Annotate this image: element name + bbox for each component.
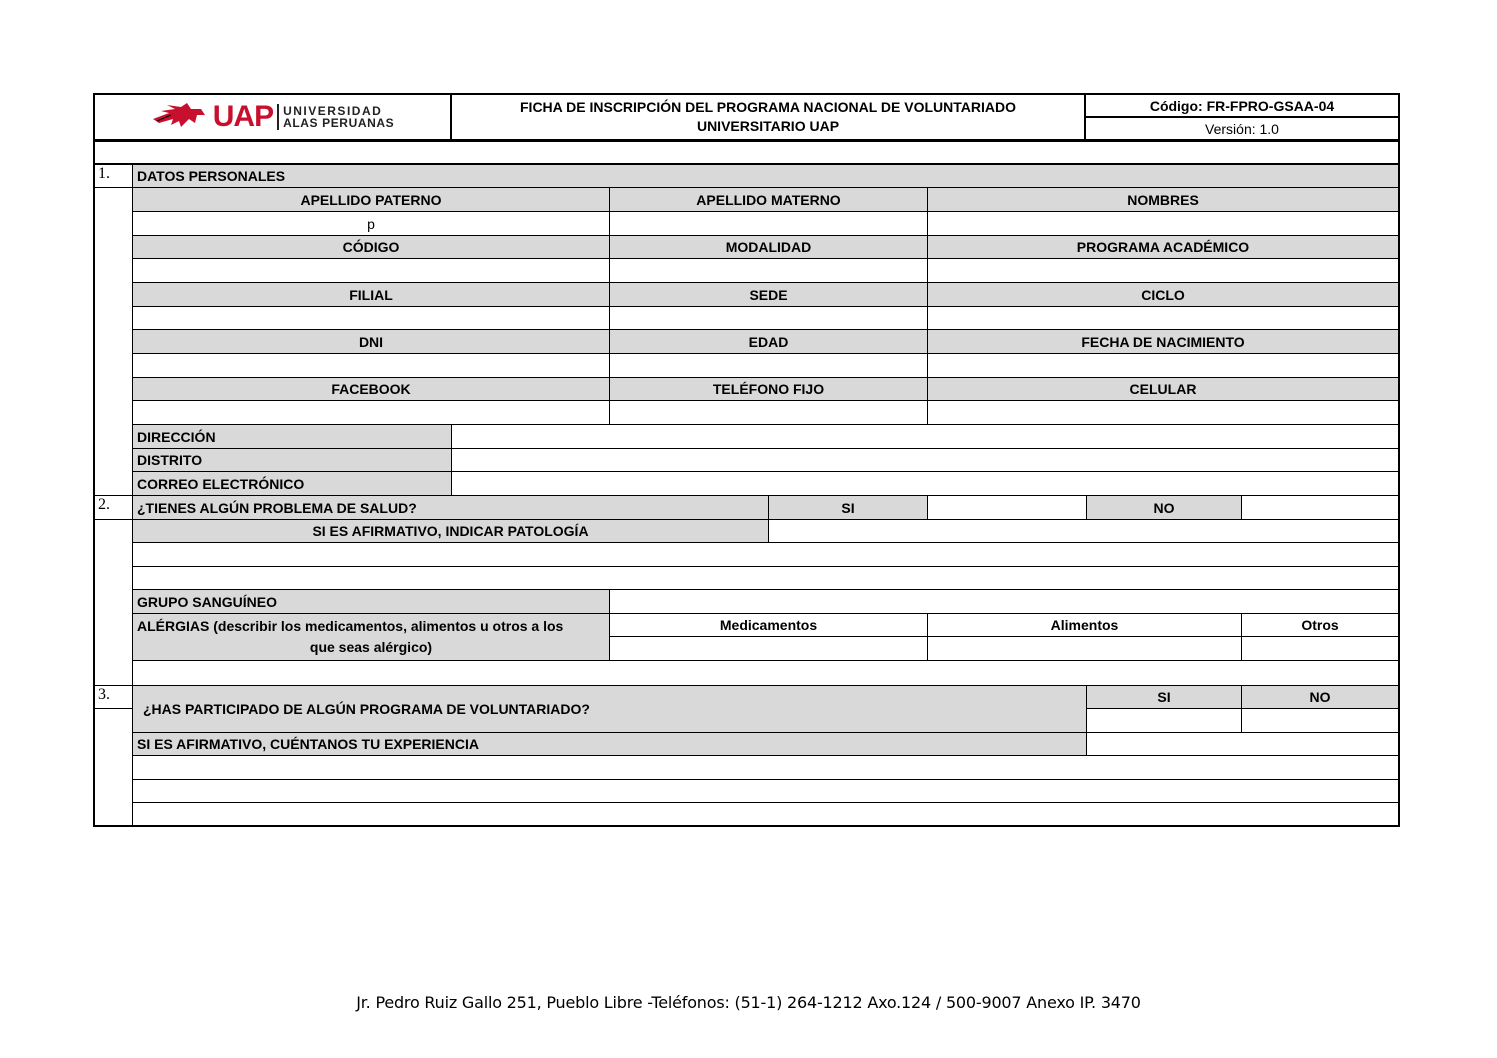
spacer-row — [93, 141, 1400, 164]
footer-address: Jr. Pedro Ruiz Gallo 251, Pueblo Libre -Teléfonos: (51-1) 264-1212 Axo.124 / 500-9007 Anexo IP. 3470 — [356, 993, 1141, 1012]
label-apellido-paterno: APELLIDO PATERNO — [132, 187, 610, 212]
label-sede: SEDE — [609, 282, 928, 307]
field-grupo-sanguineo[interactable] — [609, 589, 1400, 614]
label-grupo-sanguineo: GRUPO SANGUÍNEO — [132, 589, 610, 614]
label-experiencia: SI ES AFIRMATIVO, CUÉNTANOS TU EXPERIENCIA — [132, 732, 1087, 756]
field-modalidad[interactable] — [609, 258, 928, 283]
label-filial: FILIAL — [132, 282, 610, 307]
section-1-number: 1. — [93, 164, 133, 188]
form-version: Versión: 1.0 — [1084, 116, 1400, 141]
label-facebook: FACEBOOK — [132, 377, 610, 401]
field-facebook[interactable] — [132, 400, 610, 425]
section-1-title: DATOS PERSONALES — [132, 164, 1400, 188]
field-edad[interactable] — [609, 353, 928, 378]
section-2-margin — [93, 519, 133, 686]
section-3-margin — [93, 708, 133, 827]
field-ciclo[interactable] — [927, 306, 1400, 330]
label-distrito: DISTRITO — [132, 448, 452, 472]
section-3-question: ¿HAS PARTICIPADO DE ALGÚN PROGRAMA DE VOLUNTARIADO? — [132, 685, 1087, 733]
field-experiencia-line4[interactable] — [132, 802, 1400, 827]
label-otros: Otros — [1241, 613, 1400, 637]
field-correo[interactable] — [451, 471, 1400, 496]
logo-divider — [277, 104, 279, 130]
logo-text — [283, 105, 394, 129]
section-2-question: ¿TIENES ALGÚN PROBLEMA DE SALUD? — [132, 495, 769, 520]
field-celular[interactable] — [927, 400, 1400, 425]
field-programa-academico[interactable] — [927, 258, 1400, 283]
label-nombres: NOMBRES — [927, 187, 1400, 212]
label-alergias — [132, 613, 610, 661]
label-celular: CELULAR — [927, 377, 1400, 401]
checkbox-salud-no[interactable] — [1241, 495, 1400, 520]
form-code: Código: FR-FPRO-GSAA-04 — [1084, 93, 1400, 118]
section-1-margin — [93, 187, 133, 496]
label-voluntariado-si: SI — [1086, 685, 1242, 709]
section-2-number: 2. — [93, 495, 133, 520]
label-salud-no: NO — [1086, 495, 1242, 520]
field-dni[interactable] — [132, 353, 610, 378]
section-3-number: 3. — [93, 685, 133, 709]
field-apellido-paterno[interactable]: p — [132, 211, 610, 236]
section-2-spacer — [132, 660, 1400, 686]
label-ciclo: CICLO — [927, 282, 1400, 307]
field-alimentos[interactable] — [927, 636, 1242, 661]
checkbox-voluntariado-si[interactable] — [1086, 708, 1242, 733]
label-voluntariado-no: NO — [1241, 685, 1400, 709]
label-alergias-line2: que seas alérgico) — [309, 639, 433, 655]
label-correo: CORREO ELECTRÓNICO — [132, 471, 452, 496]
checkbox-salud-si[interactable] — [927, 495, 1087, 520]
field-distrito[interactable] — [451, 448, 1400, 472]
field-sede[interactable] — [609, 306, 928, 330]
field-otros[interactable] — [1241, 636, 1400, 661]
logo-mark: UAP — [212, 100, 274, 133]
label-patologia: SI ES AFIRMATIVO, INDICAR PATOLOGÍA — [132, 519, 769, 543]
field-patologia-line3[interactable] — [132, 566, 1400, 590]
field-patologia-line2[interactable] — [132, 542, 1400, 567]
field-experiencia-line2[interactable] — [132, 755, 1400, 780]
label-alimentos: Alimentos — [927, 613, 1242, 637]
field-filial[interactable] — [132, 306, 610, 330]
label-alergias-line1: ALÉRGIAS (describir los medicamentos, alimentos u otros a los — [137, 618, 564, 634]
label-medicamentos: Medicamentos — [609, 613, 928, 637]
label-salud-si: SI — [768, 495, 928, 520]
label-telefono-fijo: TELÉFONO FIJO — [609, 377, 928, 401]
field-fecha-nacimiento[interactable] — [927, 353, 1400, 378]
field-experiencia-line3[interactable] — [132, 779, 1400, 803]
field-nombres[interactable] — [927, 211, 1400, 236]
label-fecha-nacimiento: FECHA DE NACIMIENTO — [927, 329, 1400, 354]
checkbox-voluntariado-no[interactable] — [1241, 708, 1400, 733]
field-apellido-materno[interactable] — [609, 211, 928, 236]
field-direccion[interactable] — [451, 424, 1400, 449]
form-title-line1: FICHA DE INSCRIPCIÓN DEL PROGRAMA NACIONAL DE VOLUNTARIADO — [520, 99, 1016, 115]
form-title-line2: UNIVERSITARIO UAP — [696, 118, 840, 134]
logo-cell — [93, 93, 452, 141]
label-dni: DNI — [132, 329, 610, 354]
field-patologia[interactable] — [768, 519, 1400, 543]
field-experiencia[interactable] — [1086, 732, 1400, 756]
label-edad: EDAD — [609, 329, 928, 354]
label-apellido-materno: APELLIDO MATERNO — [609, 187, 928, 212]
logo-line2: ALAS PERUANAS — [283, 116, 395, 130]
form-title — [450, 93, 1086, 141]
label-codigo: CÓDIGO — [132, 235, 610, 259]
field-codigo[interactable] — [132, 258, 610, 283]
field-telefono-fijo[interactable] — [609, 400, 928, 425]
field-medicamentos[interactable] — [609, 636, 928, 661]
label-programa-academico: PROGRAMA ACADÉMICO — [927, 235, 1400, 259]
winged-horse-icon — [151, 101, 211, 133]
label-modalidad: MODALIDAD — [609, 235, 928, 259]
label-direccion: DIRECCIÓN — [132, 424, 452, 449]
logo-line1: UNIVERSIDAD — [283, 104, 383, 118]
